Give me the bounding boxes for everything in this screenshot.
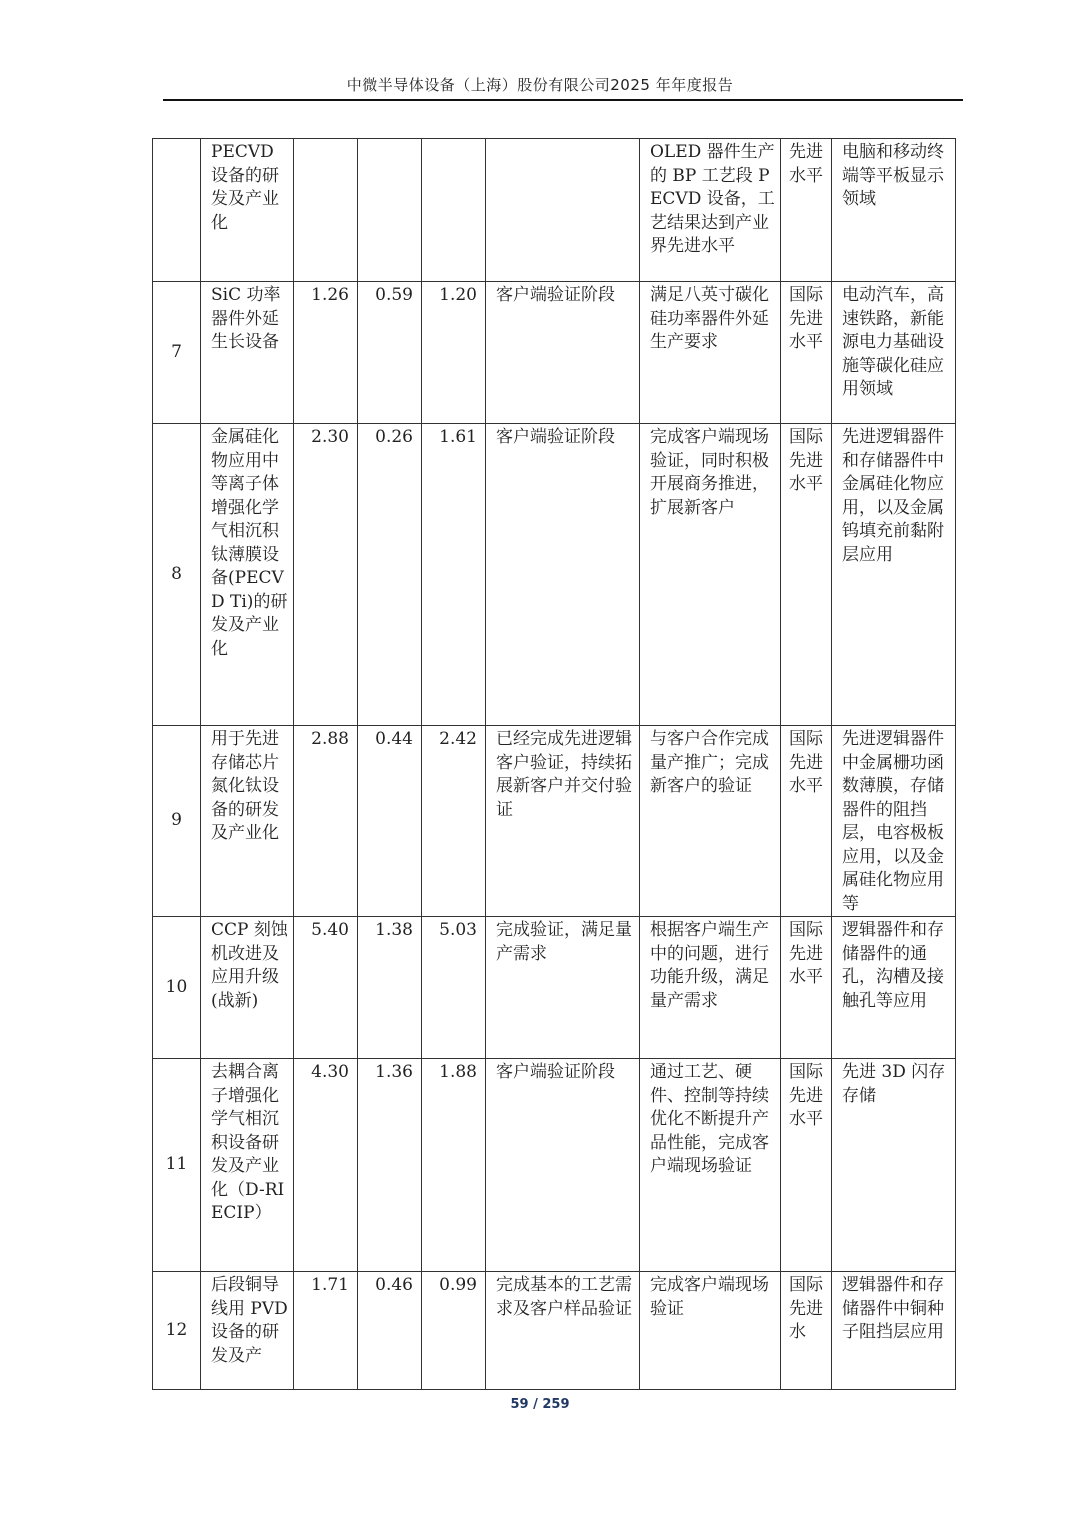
technology-level: 国际先进水平	[781, 1059, 832, 1272]
budget-value: 4.30	[294, 1059, 358, 1272]
project-name: 金属硅化物应用中等离子体增强化学气相沉积钛薄膜设备(PECVD Ti)的研发及产业化	[201, 424, 294, 726]
current-investment-value	[358, 139, 422, 282]
technology-level: 先进水平	[781, 139, 832, 282]
current-investment-value: 1.38	[358, 917, 422, 1059]
technology-level: 国际先进水	[781, 1272, 832, 1390]
budget-value: 1.26	[294, 282, 358, 424]
target-goal: 根据客户端生产中的问题，进行功能升级，满足量产需求	[640, 917, 781, 1059]
application-field: 电动汽车，高速铁路，新能源电力基础设施等碳化硅应用领域	[832, 282, 956, 424]
application-field: 先进 3D 闪存存储	[832, 1059, 956, 1272]
header-divider	[163, 99, 963, 101]
page-number: 59 / 259	[510, 1397, 570, 1412]
row-seq: 9	[153, 726, 201, 917]
budget-value: 1.71	[294, 1272, 358, 1390]
target-goal: 完成客户端现场验证	[640, 1272, 781, 1390]
cumulative-investment-value: 2.42	[422, 726, 486, 917]
current-investment-value: 0.46	[358, 1272, 422, 1390]
target-goal: 通过工艺、硬件、控制等持续优化不断提升产品性能，完成客户端现场验证	[640, 1059, 781, 1272]
budget-value: 2.88	[294, 726, 358, 917]
cumulative-investment-value: 0.99	[422, 1272, 486, 1390]
target-goal: 完成客户端现场验证，同时积极开展商务推进，扩展新客户	[640, 424, 781, 726]
table-row	[153, 917, 956, 1059]
table-row	[153, 424, 956, 726]
project-name: PECVD设备的研发及产业化	[201, 139, 294, 282]
project-name: SiC 功率器件外延生长设备	[201, 282, 294, 424]
progress-stage	[486, 139, 640, 282]
budget-value: 2.30	[294, 424, 358, 726]
row-seq: 11	[153, 1059, 201, 1272]
table-row	[153, 1059, 956, 1272]
progress-stage: 已经完成先进逻辑客户验证，持续拓展新客户并交付验证	[486, 726, 640, 917]
target-goal: 满足八英寸碳化硅功率器件外延生产要求	[640, 282, 781, 424]
current-investment-value: 0.26	[358, 424, 422, 726]
target-goal: OLED 器件生产的 BP 工艺段 PECVD 设备，工艺结果达到产业界先进水平	[640, 139, 781, 282]
project-name: 后段铜导线用 PVD 设备的研发及产	[201, 1272, 294, 1390]
report-header-title: 中微半导体设备（上海）股份有限公司2025 年年度报告	[346, 76, 734, 94]
application-field: 逻辑器件和存储器件中铜种子阻挡层应用	[832, 1272, 956, 1390]
cumulative-investment-value: 5.03	[422, 917, 486, 1059]
rd-projects-table	[152, 138, 956, 1390]
table-row	[153, 139, 956, 282]
table-row	[153, 1272, 956, 1390]
project-name: 用于先进存储芯片氮化钛设备的研发及产业化	[201, 726, 294, 917]
application-field: 先进逻辑器件中金属栅功函数薄膜，存储器件的阻挡层，电容极板应用，以及金属硅化物应用等	[832, 726, 956, 917]
cumulative-investment-value	[422, 139, 486, 282]
technology-level: 国际先进水平	[781, 917, 832, 1059]
progress-stage: 完成验证，满足量产需求	[486, 917, 640, 1059]
progress-stage: 客户端验证阶段	[486, 424, 640, 726]
row-seq: 12	[153, 1272, 201, 1390]
progress-stage: 客户端验证阶段	[486, 1059, 640, 1272]
target-goal: 与客户合作完成量产推广；完成新客户的验证	[640, 726, 781, 917]
cumulative-investment-value: 1.61	[422, 424, 486, 726]
technology-level: 国际先进水平	[781, 726, 832, 917]
technology-level: 国际先进水平	[781, 282, 832, 424]
progress-stage: 客户端验证阶段	[486, 282, 640, 424]
current-investment-value: 0.44	[358, 726, 422, 917]
application-field: 先进逻辑器件和存储器件中金属硅化物应用，以及金属钨填充前黏附层应用	[832, 424, 956, 726]
project-name: 去耦合离子增强化学气相沉积设备研发及产业化（D-RIECIP）	[201, 1059, 294, 1272]
budget-value	[294, 139, 358, 282]
current-investment-value: 1.36	[358, 1059, 422, 1272]
table-row	[153, 726, 956, 917]
technology-level: 国际先进水平	[781, 424, 832, 726]
application-field: 电脑和移动终端等平板显示领域	[832, 139, 956, 282]
row-seq: 7	[153, 282, 201, 424]
application-field: 逻辑器件和存储器件的通孔，沟槽及接触孔等应用	[832, 917, 956, 1059]
row-seq: 8	[153, 424, 201, 726]
progress-stage: 完成基本的工艺需求及客户样品验证	[486, 1272, 640, 1390]
row-seq	[153, 139, 201, 282]
row-seq: 10	[153, 917, 201, 1059]
budget-value: 5.40	[294, 917, 358, 1059]
cumulative-investment-value: 1.88	[422, 1059, 486, 1272]
current-investment-value: 0.59	[358, 282, 422, 424]
table-row	[153, 282, 956, 424]
cumulative-investment-value: 1.20	[422, 282, 486, 424]
project-name: CCP 刻蚀机改进及应用升级(战新)	[201, 917, 294, 1059]
